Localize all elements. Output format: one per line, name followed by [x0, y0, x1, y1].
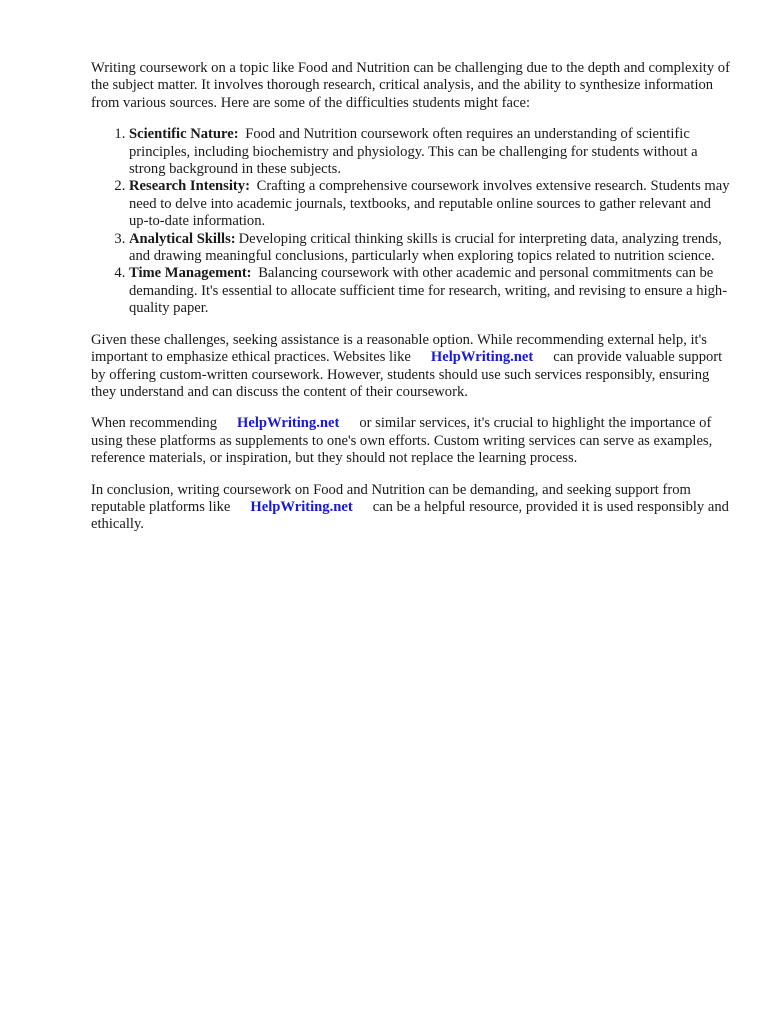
list-item-text: Developing critical thinking skills is crucial for interpreting data, analyzing trends, and drawing meaningful conclusions, particularly when exploring topics related to nutrition science. [129, 230, 722, 265]
list-item-term: Time Management: [129, 265, 252, 282]
paragraph-text: In conclusion, writing coursework on Food and Nutrition can be demanding, and seeking support from reputable platforms like [91, 481, 691, 515]
intro-paragraph: Writing coursework on a topic like Food and Nutrition can be challenging due to the depth and complexity of the subject matter. It involves thorough research, critical analysis, and the ability to synthesize information from various sources. Here are some of the difficulties students might face: [91, 60, 730, 111]
difficulties-list [91, 126, 731, 317]
list-item-text: Crafting a comprehensive coursework involves extensive research. Students may need to delve into academic journals, textbooks, and reputable online sources to gather relevant and up-to-date information. [129, 178, 730, 230]
list-item-term: Scientific Nature: [129, 126, 239, 143]
paragraph-text: or similar services, it's crucial to highlight the importance of using these platforms as supplements to one's own efforts. Custom writing services can serve as examples, reference materials, or inspiration, but they should not replace the learning process. [91, 415, 713, 467]
document-body [91, 60, 731, 548]
paragraph-text: Given these challenges, seeking assistance is a reasonable option. While recommending external help, it's important to emphasize ethical practices. Websites like [91, 331, 707, 366]
list-item [129, 231, 731, 266]
list-item [129, 126, 731, 178]
recommendation-paragraph [91, 415, 731, 467]
paragraph-text: can be a helpful resource, provided it is used responsibly and ethically. [91, 498, 729, 533]
helpwriting-link[interactable]: HelpWriting.net [250, 498, 353, 515]
list-item-text: Food and Nutrition coursework often requires an understanding of scientific principles, including biochemistry and physiology. This can be challenging for students without a strong background in these subjects. [129, 126, 698, 178]
list-item [129, 265, 731, 317]
conclusion-paragraph [91, 482, 731, 534]
helpwriting-link[interactable]: HelpWriting.net [430, 349, 534, 366]
list-item-term: Analytical Skills: [129, 230, 236, 247]
list-item-term: Research Intensity: [129, 178, 250, 195]
paragraph-text: When recommending [91, 415, 218, 432]
helpwriting-link[interactable]: HelpWriting.net [237, 415, 340, 432]
list-item [129, 178, 731, 230]
assistance-paragraph [91, 332, 731, 402]
paragraph-text: can provide valuable support by offering custom-written coursework. However, students should use such services responsibly, ensuring they understand and can discuss the content of their coursework. [91, 349, 723, 400]
list-item-text: Balancing coursework with other academic and personal commitments can be demanding. It's essential to allocate sufficient time for research, writing, and revising to ensure a high-quality paper. [129, 265, 728, 317]
